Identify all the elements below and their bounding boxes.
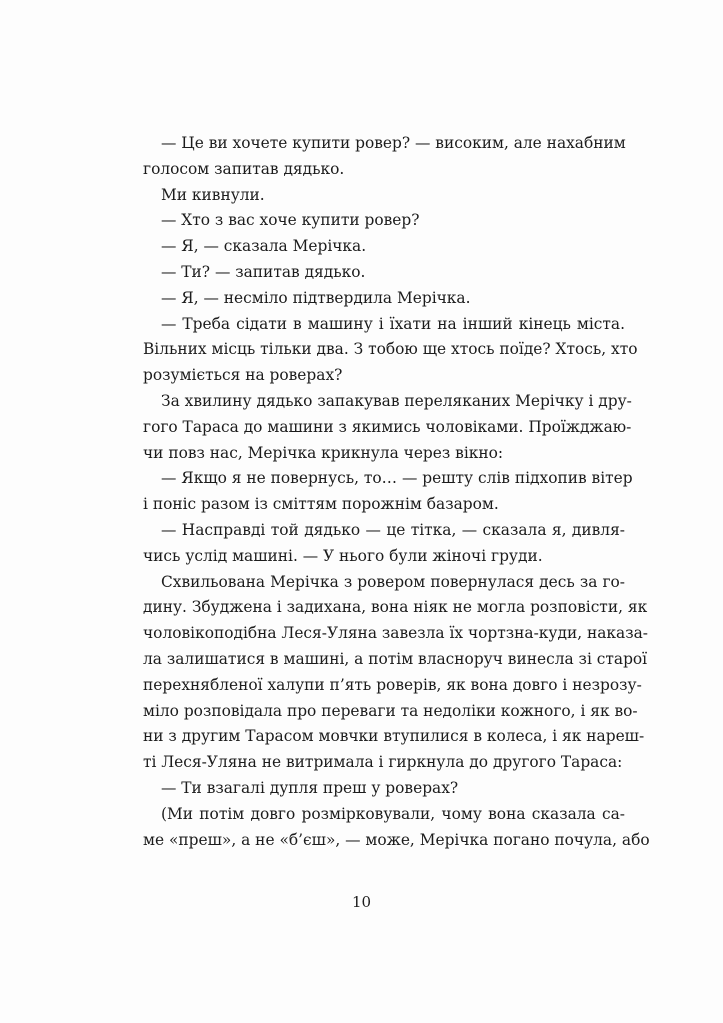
text-line: голосом запитав дядько. (143, 159, 345, 178)
text-line: перехнябленої халупи п’ять роверів, як вона довго і незрозу- (143, 675, 642, 694)
text-line: міло розповідала про переваги та недоліки кожного, і як во- (143, 701, 638, 720)
text-line: гого Тараса до машини з якимись чоловіками. Проїжджаю- (143, 417, 632, 436)
text-line: ла залишатися в машині, а потім власноруч винесла зі старої (143, 649, 648, 668)
text-line: — Я, — несміло підтвердила Мерічка. (161, 288, 471, 307)
text-line: ме «преш», а не «б’єш», — може, Мерічка погано почула, або (143, 830, 650, 849)
text-line: — Я, — сказала Мерічка. (161, 237, 367, 256)
text-line: — Це ви хочете купити ровер? — високим, але нахабним (161, 134, 626, 152)
text-line: — Ти взагалі дупля преш у роверах? (161, 778, 459, 797)
body-text (143, 131, 650, 853)
text-line: Ми кивнули. (161, 185, 265, 204)
text-line: дину. Збуджена і задихана, вона ніяк не могла розповісти, як (143, 598, 648, 617)
text-line: і поніс разом із сміттям порожнім базаром. (143, 495, 499, 514)
text-line: — Ти? — запитав дядько. (161, 262, 366, 281)
text-line: розуміється на роверах? (143, 366, 343, 385)
text-line: ни з другим Тарасом мовчки втупилися в колеса, і як нареш- (143, 727, 645, 746)
text-line: Вільних місць тільки два. З тобою ще хтось поїде? Хтось, хто (143, 340, 638, 359)
text-line: ті Леся-Уляна не витримала і гиркнула до другого Тараса: (143, 753, 623, 772)
text-line: — Якщо я не повернусь, то… — решту слів підхопив вітер (161, 469, 633, 488)
text-line: Схвильована Мерічка з ровером повернулася десь за го- (161, 572, 625, 591)
text-line: — Треба сідати в машину і їхати на інший кінець міста. (161, 314, 625, 333)
page-number: 10 (351, 893, 372, 911)
text-line: — Хто з вас хоче купити ровер? (161, 211, 420, 230)
text-line: чи повз нас, Мерічка крикнула через вікно: (143, 443, 504, 462)
text-line: — Насправді той дядько — це тітка, — сказала я, дивля- (161, 520, 625, 539)
text-line: (Ми потім довго розмірковували, чому вона сказала са- (161, 804, 625, 823)
text-line: чись услід машині. — У нього були жіночі груди. (143, 546, 543, 565)
text-line: За хвилину дядько запакував переляканих Мерічку і дру- (161, 391, 632, 410)
text-line: чоловікоподібна Леся-Уляна завезла їх чортзна-куди, наказа- (143, 624, 648, 643)
